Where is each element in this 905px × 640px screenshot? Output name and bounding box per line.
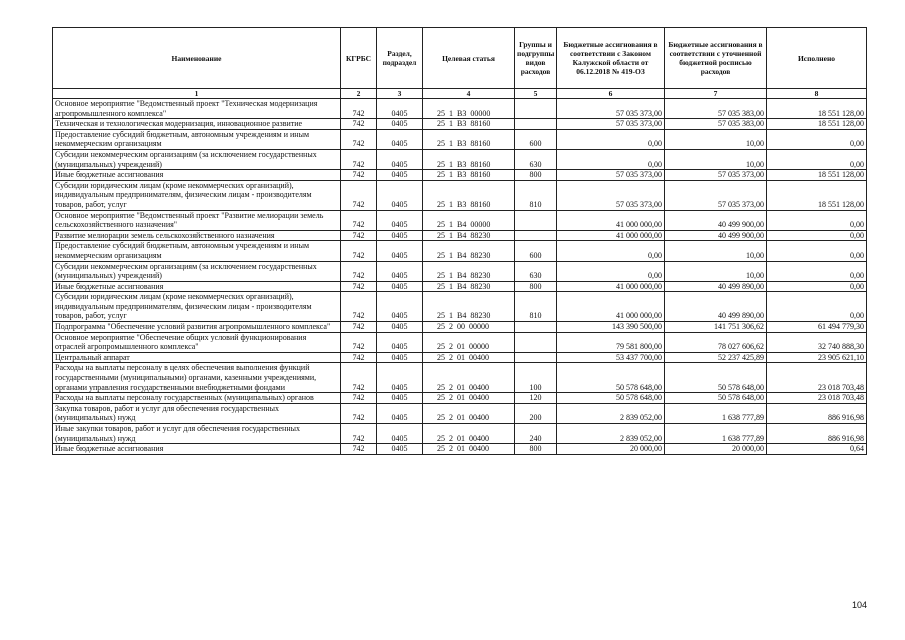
column-number: 6 [557,89,665,99]
row-section: 0405 [377,230,423,241]
row-budget-law: 53 437 700,00 [557,352,665,363]
row-executed: 0,00 [767,261,867,281]
row-name: Иные бюджетные ассигнования [53,444,341,455]
row-target-article: 25 1 B4 88230 [423,281,515,292]
row-target-article: 25 1 B3 88160 [423,129,515,149]
row-section: 0405 [377,424,423,444]
row-target-article: 25 1 B3 88160 [423,149,515,169]
row-expense-group [515,99,557,119]
row-budget-refined: 10,00 [665,261,767,281]
row-name: Центральный аппарат [53,352,341,363]
table-row [53,170,867,181]
row-expense-group: 120 [515,393,557,404]
table-row [53,99,867,119]
table-row [53,352,867,363]
row-budget-refined: 78 027 606,62 [665,332,767,352]
row-name: Предоставление субсидий бюджетным, автономным учреждениям и иным некоммерческим организациям [53,129,341,149]
row-kgrbs: 742 [341,403,377,423]
row-kgrbs: 742 [341,332,377,352]
row-executed: 23 018 703,48 [767,393,867,404]
row-kgrbs: 742 [341,393,377,404]
header-target: Целевая статья [423,28,515,89]
row-section: 0405 [377,129,423,149]
table-row [53,210,867,230]
row-target-article: 25 2 01 00400 [423,393,515,404]
row-budget-law: 143 390 500,00 [557,322,665,333]
row-name: Субсидии некоммерческим организациям (за исключением государственных (муниципальных) учреждений) [53,261,341,281]
row-name: Основное мероприятие "Ведомственный проект "Развитие мелиорации земель сельскохозяйственного назначения" [53,210,341,230]
row-executed: 886 916,98 [767,424,867,444]
row-target-article: 25 1 B4 88230 [423,241,515,261]
row-section: 0405 [377,403,423,423]
column-number: 5 [515,89,557,99]
row-budget-law: 20 000,00 [557,444,665,455]
row-section: 0405 [377,352,423,363]
row-name: Основное мероприятие "Ведомственный проект "Техническая модернизация агропромышленного комплекса" [53,99,341,119]
row-budget-refined: 57 035 373,00 [665,170,767,181]
row-executed: 0,00 [767,241,867,261]
row-budget-refined: 141 751 306,62 [665,322,767,333]
row-expense-group [515,352,557,363]
row-expense-group [515,332,557,352]
row-kgrbs: 742 [341,210,377,230]
row-expense-group: 810 [515,180,557,210]
row-section: 0405 [377,119,423,130]
row-budget-refined: 52 237 425,89 [665,352,767,363]
row-executed: 18 551 128,00 [767,180,867,210]
row-name: Иные бюджетные ассигнования [53,170,341,181]
row-expense-group: 800 [515,170,557,181]
table-row [53,393,867,404]
row-expense-group: 800 [515,281,557,292]
row-executed: 0,00 [767,292,867,322]
row-target-article: 25 1 B3 88160 [423,170,515,181]
row-target-article: 25 2 00 00000 [423,322,515,333]
row-section: 0405 [377,149,423,169]
row-section: 0405 [377,180,423,210]
row-executed: 32 740 888,30 [767,332,867,352]
row-executed: 0,00 [767,281,867,292]
row-budget-refined: 40 499 900,00 [665,210,767,230]
table-row [53,241,867,261]
row-name: Развитие мелиорации земель сельскохозяйственного назначения [53,230,341,241]
row-budget-refined: 50 578 648,00 [665,393,767,404]
row-kgrbs: 742 [341,149,377,169]
row-target-article: 25 2 01 00400 [423,363,515,393]
row-budget-law: 79 581 800,00 [557,332,665,352]
row-expense-group: 630 [515,261,557,281]
row-budget-law: 2 839 052,00 [557,424,665,444]
column-number: 1 [53,89,341,99]
table-row [53,403,867,423]
row-budget-refined: 10,00 [665,149,767,169]
row-section: 0405 [377,170,423,181]
header-name: Наименование [53,28,341,89]
row-executed: 18 551 128,00 [767,170,867,181]
row-kgrbs: 742 [341,363,377,393]
row-budget-law: 2 839 052,00 [557,403,665,423]
table-row [53,119,867,130]
header-row [53,28,867,89]
budget-table [52,27,867,455]
table-row [53,230,867,241]
row-name: Субсидии юридическим лицам (кроме некоммерческих организаций), индивидуальным предпринимателям, физическим лицам - производителям товаров, работ, услуг [53,180,341,210]
row-kgrbs: 742 [341,322,377,333]
row-budget-law: 50 578 648,00 [557,363,665,393]
row-kgrbs: 742 [341,261,377,281]
table-row [53,424,867,444]
row-expense-group [515,210,557,230]
row-kgrbs: 742 [341,352,377,363]
row-expense-group: 100 [515,363,557,393]
row-budget-law: 0,00 [557,129,665,149]
row-name: Иные бюджетные ассигнования [53,281,341,292]
row-executed: 886 916,98 [767,403,867,423]
row-budget-law: 0,00 [557,261,665,281]
row-budget-law: 57 035 373,00 [557,170,665,181]
row-target-article: 25 2 01 00400 [423,424,515,444]
page-number: 104 [851,600,867,610]
row-budget-refined: 40 499 890,00 [665,292,767,322]
row-name: Закупка товаров, работ и услуг для обеспечения государственных (муниципальных) нужд [53,403,341,423]
row-budget-law: 0,00 [557,241,665,261]
header-groups: Группы и подгруппы видов расходов [515,28,557,89]
row-kgrbs: 742 [341,129,377,149]
header-section: Раздел, подраздел [377,28,423,89]
row-budget-refined: 57 035 373,00 [665,180,767,210]
row-executed: 0,00 [767,129,867,149]
table-row [53,444,867,455]
column-number: 4 [423,89,515,99]
row-name: Предоставление субсидий бюджетным, автономным учреждениям и иным некоммерческим организациям [53,241,341,261]
row-section: 0405 [377,99,423,119]
row-expense-group [515,230,557,241]
row-budget-law: 57 035 373,00 [557,99,665,119]
row-section: 0405 [377,363,423,393]
column-number: 3 [377,89,423,99]
row-executed: 23 905 621,10 [767,352,867,363]
column-number: 8 [767,89,867,99]
row-expense-group: 600 [515,241,557,261]
row-kgrbs: 742 [341,241,377,261]
row-budget-refined: 1 638 777,89 [665,424,767,444]
row-target-article: 25 1 B4 88230 [423,261,515,281]
row-budget-refined: 1 638 777,89 [665,403,767,423]
row-expense-group: 200 [515,403,557,423]
row-name: Субсидии некоммерческим организациям (за исключением государственных (муниципальных) учреждений) [53,149,341,169]
row-expense-group: 630 [515,149,557,169]
row-target-article: 25 2 01 00400 [423,444,515,455]
row-kgrbs: 742 [341,424,377,444]
row-kgrbs: 742 [341,281,377,292]
row-executed: 0,00 [767,149,867,169]
row-section: 0405 [377,393,423,404]
row-budget-law: 41 000 000,00 [557,292,665,322]
row-budget-law: 0,00 [557,149,665,169]
row-budget-refined: 10,00 [665,241,767,261]
column-number: 2 [341,89,377,99]
header-budget-refined: Бюджетные ассигнования в соответствии с уточненной бюджетной росписью расходов [665,28,767,89]
row-expense-group [515,119,557,130]
row-section: 0405 [377,281,423,292]
table-row [53,292,867,322]
row-budget-law: 50 578 648,00 [557,393,665,404]
row-target-article: 25 2 01 00400 [423,352,515,363]
row-section: 0405 [377,292,423,322]
row-target-article: 25 1 B3 88160 [423,180,515,210]
row-section: 0405 [377,210,423,230]
row-kgrbs: 742 [341,170,377,181]
row-executed: 61 494 779,30 [767,322,867,333]
row-budget-refined: 20 000,00 [665,444,767,455]
row-budget-refined: 50 578 648,00 [665,363,767,393]
row-budget-refined: 40 499 900,00 [665,230,767,241]
row-executed: 23 018 703,48 [767,363,867,393]
row-section: 0405 [377,332,423,352]
row-budget-law: 57 035 373,00 [557,180,665,210]
row-executed: 0,00 [767,230,867,241]
table-row [53,281,867,292]
header-kgrbs: КГРБС [341,28,377,89]
row-kgrbs: 742 [341,180,377,210]
table-row [53,180,867,210]
row-budget-refined: 10,00 [665,129,767,149]
row-expense-group [515,322,557,333]
row-name: Расходы на выплаты персоналу государственных (муниципальных) органов [53,393,341,404]
header-budget-law: Бюджетные ассигнования в соответствии с Законом Калужской области от 06.12.2018 № 419-ОЗ [557,28,665,89]
row-budget-law: 41 000 000,00 [557,210,665,230]
row-executed: 18 551 128,00 [767,119,867,130]
row-executed: 18 551 128,00 [767,99,867,119]
row-target-article: 25 2 01 00000 [423,332,515,352]
row-target-article: 25 2 01 00400 [423,403,515,423]
table-row [53,332,867,352]
row-name: Основное мероприятие "Обеспечение общих условий функционирования отраслей агропромышленного комплекса" [53,332,341,352]
row-name: Техническая и технологическая модернизация, инновационное развитие [53,119,341,130]
row-expense-group: 600 [515,129,557,149]
row-target-article: 25 1 B4 88230 [423,292,515,322]
row-kgrbs: 742 [341,99,377,119]
row-section: 0405 [377,322,423,333]
row-target-article: 25 1 B3 00000 [423,99,515,119]
row-kgrbs: 742 [341,119,377,130]
row-expense-group: 810 [515,292,557,322]
row-expense-group: 240 [515,424,557,444]
row-kgrbs: 742 [341,292,377,322]
table-row [53,261,867,281]
row-budget-law: 41 000 000,00 [557,230,665,241]
header-executed: Исполнено [767,28,867,89]
table-row [53,129,867,149]
row-budget-law: 57 035 373,00 [557,119,665,130]
row-section: 0405 [377,261,423,281]
column-number: 7 [665,89,767,99]
row-budget-refined: 40 499 890,00 [665,281,767,292]
row-budget-refined: 57 035 383,00 [665,119,767,130]
row-section: 0405 [377,241,423,261]
table-row [53,363,867,393]
row-kgrbs: 742 [341,444,377,455]
row-name: Расходы на выплаты персоналу в целях обеспечения выполнения функций государственными (муниципальными) органами, казенными учреждениями, органами управления государственными внебюджетными фондами [53,363,341,393]
row-target-article: 25 1 B4 00000 [423,210,515,230]
row-expense-group: 800 [515,444,557,455]
table-row [53,149,867,169]
row-target-article: 25 1 B3 88160 [423,119,515,130]
row-name: Подпрограмма "Обеспечение условий развития агропромышленного комплекса" [53,322,341,333]
column-number-row [53,89,867,99]
row-budget-law: 41 000 000,00 [557,281,665,292]
row-kgrbs: 742 [341,230,377,241]
table-row [53,322,867,333]
row-budget-refined: 57 035 383,00 [665,99,767,119]
row-section: 0405 [377,444,423,455]
row-target-article: 25 1 B4 88230 [423,230,515,241]
row-executed: 0,64 [767,444,867,455]
row-name: Субсидии юридическим лицам (кроме некоммерческих организаций), индивидуальным предпринимателям, физическим лицам - производителям товаров, работ, услуг [53,292,341,322]
row-executed: 0,00 [767,210,867,230]
row-name: Иные закупки товаров, работ и услуг для обеспечения государственных (муниципальных) нужд [53,424,341,444]
